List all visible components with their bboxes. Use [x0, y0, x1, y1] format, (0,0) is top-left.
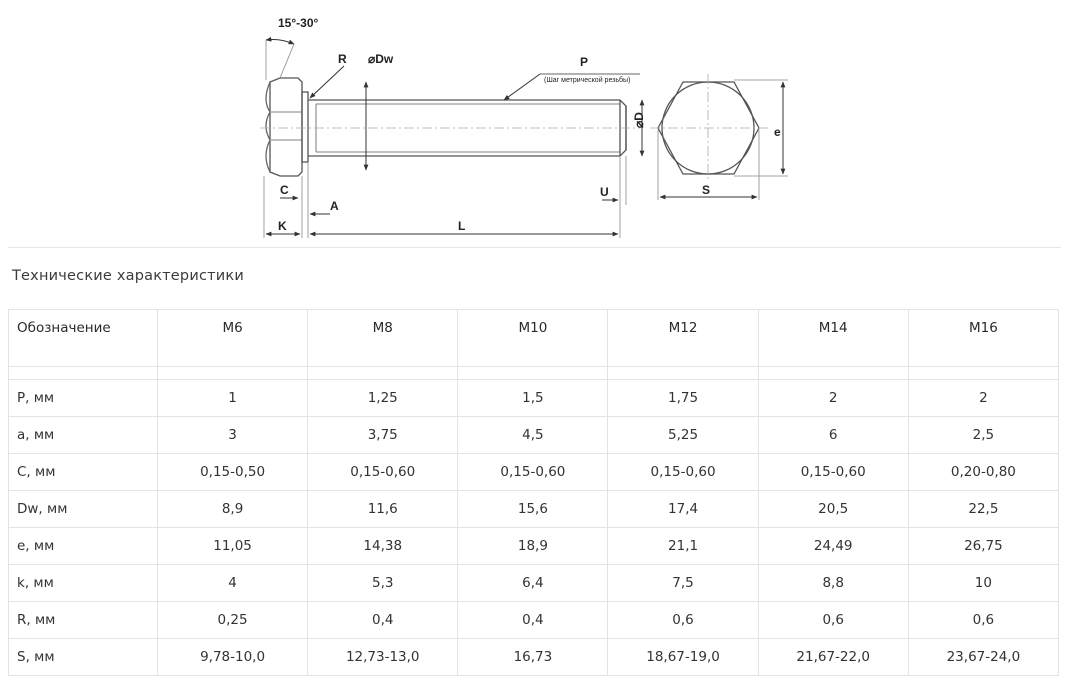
- table-cell: 0,25: [158, 602, 308, 639]
- bolt-head-shape: [270, 78, 302, 176]
- row-label: e, мм: [9, 528, 158, 565]
- table-cell: 0,6: [908, 602, 1058, 639]
- section-divider: [8, 247, 1061, 248]
- table-row: [9, 454, 1059, 491]
- table-cell: 11,6: [308, 491, 458, 528]
- table-cell: 12,73-13,0: [308, 639, 458, 676]
- table-cell: 0,15-0,50: [158, 454, 308, 491]
- table-header-cell: M6: [158, 310, 308, 367]
- label-c: C: [280, 183, 289, 197]
- row-label: k, мм: [9, 565, 158, 602]
- table-row: [9, 417, 1059, 454]
- table-cell: 26,75: [908, 528, 1058, 565]
- table-header-cell: M14: [758, 310, 908, 367]
- table-cell: 0,15-0,60: [458, 454, 608, 491]
- row-label: S, мм: [9, 639, 158, 676]
- label-dw: ⌀Dw: [368, 52, 394, 66]
- table-cell: 1,5: [458, 380, 608, 417]
- table-row: [9, 491, 1059, 528]
- row-label: Dw, мм: [9, 491, 158, 528]
- table-cell: 7,5: [608, 565, 758, 602]
- specs-table: [8, 309, 1059, 676]
- table-row: [9, 380, 1059, 417]
- table-cell: 5,25: [608, 417, 758, 454]
- table-cell: 1: [158, 380, 308, 417]
- row-label: a, мм: [9, 417, 158, 454]
- table-cell: 4,5: [458, 417, 608, 454]
- table-cell: 4: [158, 565, 308, 602]
- table-cell: 21,1: [608, 528, 758, 565]
- label-p: P: [580, 55, 589, 69]
- table-cell: 2,5: [908, 417, 1058, 454]
- table-cell: 22,5: [908, 491, 1058, 528]
- table-cell: 2: [758, 380, 908, 417]
- label-r: R: [338, 52, 347, 66]
- table-header-cell: M12: [608, 310, 758, 367]
- label-e: e: [774, 125, 781, 139]
- table-cell: 8,8: [758, 565, 908, 602]
- row-label: C, мм: [9, 454, 158, 491]
- table-header-cell: M16: [908, 310, 1058, 367]
- table-cell: 11,05: [158, 528, 308, 565]
- label-p-note: (Шаг метрической резьбы): [544, 77, 631, 84]
- table-cell: 23,67-24,0: [908, 639, 1058, 676]
- table-cell: 21,67-22,0: [758, 639, 908, 676]
- table-cell: 18,9: [458, 528, 608, 565]
- label-u: U: [600, 185, 609, 199]
- section-title: Технические характеристики: [12, 268, 244, 284]
- table-spacer-row: [9, 367, 1059, 380]
- table-cell: 15,6: [458, 491, 608, 528]
- table-cell: 17,4: [608, 491, 758, 528]
- label-d: ⌀D: [632, 112, 646, 128]
- row-label: P, мм: [9, 380, 158, 417]
- table-cell: 6,4: [458, 565, 608, 602]
- table-cell: 0,6: [608, 602, 758, 639]
- table-cell: 3: [158, 417, 308, 454]
- table-header-row: [9, 310, 1059, 367]
- table-cell: 9,78-10,0: [158, 639, 308, 676]
- table-header-cell: M10: [458, 310, 608, 367]
- table-cell: 0,4: [308, 602, 458, 639]
- label-a: A: [330, 199, 339, 213]
- table-cell: 0,15-0,60: [758, 454, 908, 491]
- label-l: L: [458, 219, 466, 233]
- label-angle: 15°-30°: [278, 16, 319, 30]
- table-cell: 1,75: [608, 380, 758, 417]
- table-row: [9, 528, 1059, 565]
- table-cell: 0,15-0,60: [308, 454, 458, 491]
- table-cell: 6: [758, 417, 908, 454]
- table-cell: 3,75: [308, 417, 458, 454]
- table-cell: 8,9: [158, 491, 308, 528]
- table-cell: 14,38: [308, 528, 458, 565]
- table-row: [9, 565, 1059, 602]
- label-s: S: [702, 183, 711, 197]
- table-cell: 10: [908, 565, 1058, 602]
- table-cell: 2: [908, 380, 1058, 417]
- table-cell: 1,25: [308, 380, 458, 417]
- table-row: [9, 639, 1059, 676]
- table-cell: 0,20-0,80: [908, 454, 1058, 491]
- table-cell: 24,49: [758, 528, 908, 565]
- table-row: [9, 602, 1059, 639]
- table-cell: 16,73: [458, 639, 608, 676]
- table-cell: 20,5: [758, 491, 908, 528]
- table-cell: 0,6: [758, 602, 908, 639]
- label-k: K: [278, 219, 287, 233]
- table-cell: 5,3: [308, 565, 458, 602]
- table-header-cell: Обозначение: [9, 310, 158, 367]
- table-cell: 0,15-0,60: [608, 454, 758, 491]
- table-cell: 18,67-19,0: [608, 639, 758, 676]
- table-header-cell: M8: [308, 310, 458, 367]
- bolt-technical-drawing: [240, 0, 800, 245]
- row-label: R, мм: [9, 602, 158, 639]
- table-cell: 0,4: [458, 602, 608, 639]
